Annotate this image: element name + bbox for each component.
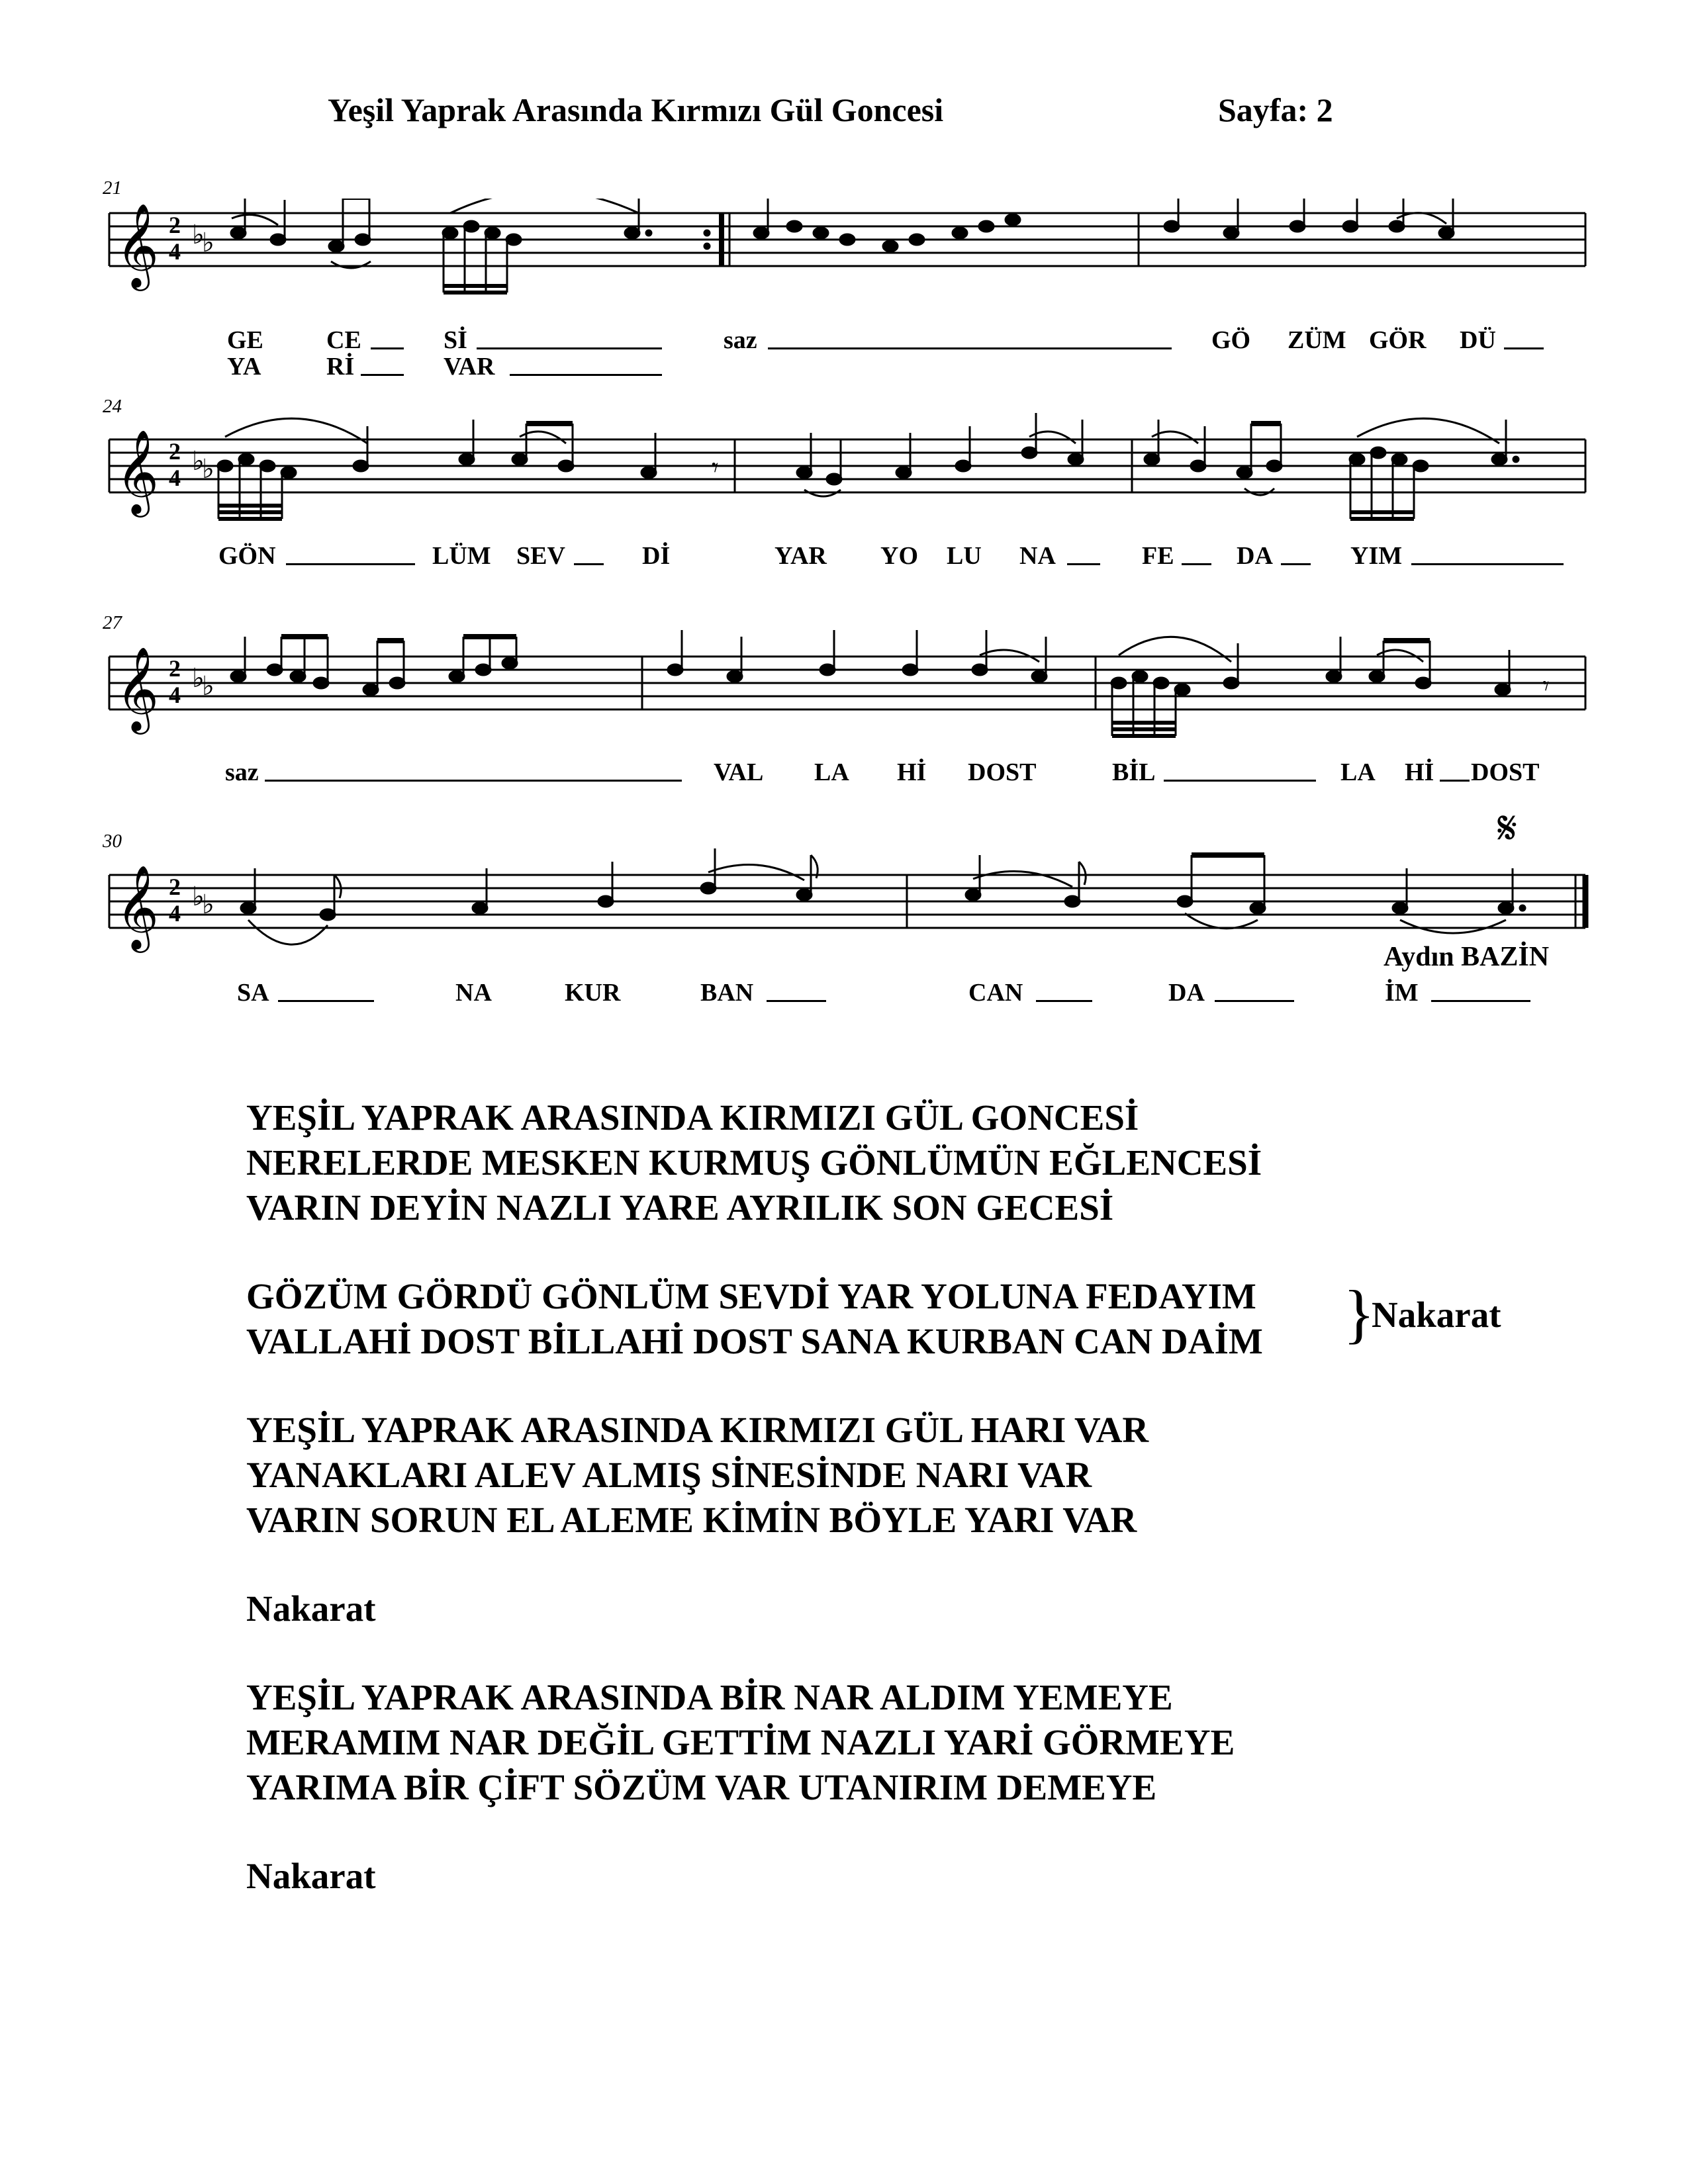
svg-text:♭: ♭ [202,889,214,919]
lyric: DÜ [1460,326,1496,354]
lyric: LÜM [432,542,491,570]
svg-text:𝄾: 𝄾 [712,453,719,482]
svg-text:𝄞: 𝄞 [116,649,160,729]
lyric: GÖR [1369,326,1427,354]
measure-number: 30 [103,831,122,852]
measure-number: 24 [103,396,122,417]
verse-line: NERELERDE MESKEN KURMUŞ GÖNLÜMÜN EĞLENCESİ [246,1142,1262,1183]
staff-system-1 [0,199,1688,344]
lyrics-text [246,1095,1504,1899]
lyric: FE [1142,542,1174,570]
lyric: YO [880,542,918,570]
lyric: Dİ [642,542,671,570]
verse-line: YEŞİL YAPRAK ARASINDA KIRMIZI GÜL HARI VAR [246,1410,1149,1450]
measure-number: 21 [103,177,122,199]
verse-line: VARIN DEYİN NAZLI YARE AYRILIK SON GECESİ [246,1187,1114,1228]
svg-text:♭: ♭ [192,663,205,693]
svg-text:2: 2 [169,655,181,682]
refrain-marker: Nakarat [246,1588,376,1629]
verse-line: YEŞİL YAPRAK ARASINDA BİR NAR ALDIM YEMEYE [246,1677,1173,1717]
lyric: LU [947,542,982,570]
svg-text:𝄞: 𝄞 [116,867,160,948]
verse-line: YEŞİL YAPRAK ARASINDA KIRMIZI GÜL GONCESİ [246,1097,1139,1138]
lyric: BİL [1112,758,1156,786]
svg-text:2: 2 [169,874,181,900]
lyric: YAR [774,542,827,570]
svg-text:2: 2 [169,438,181,465]
chorus-block [246,1274,1504,1364]
lyric: NA [1019,542,1056,570]
lyric: Hİ [1405,758,1434,786]
svg-text:4: 4 [169,682,181,708]
lyric: GE [227,326,263,354]
lyric: YIM [1350,542,1403,570]
lyric: DOST [1471,758,1540,786]
lyric: BAN [700,979,754,1007]
lyric: Rİ [326,353,355,381]
svg-text:4: 4 [169,900,181,927]
lyric: saz [225,758,259,786]
svg-text:♭: ♭ [192,220,205,250]
lyric: GÖN [218,542,276,570]
composer: Aydın BAZİN [1383,942,1550,972]
svg-text:2: 2 [169,212,181,238]
lyric: SEV [516,542,565,570]
lyric: DA [1237,542,1273,570]
lyric: LA [1340,758,1376,786]
lyric: DOST [968,758,1037,786]
page-title: Yeşil Yaprak Arasında Kırmızı Gül Goncesi [328,91,944,128]
lyric: Hİ [897,758,927,786]
verse-line: YANAKLARI ALEV ALMIŞ SİNESİNDE NARI VAR [246,1455,1092,1495]
staff-system-2 [0,410,1688,563]
lyric: ZÜM [1288,326,1346,354]
chorus-line: GÖZÜM GÖRDÜ GÖNLÜM SEVDİ YAR YOLUNA FEDAYIM [246,1276,1256,1316]
refrain-marker: Nakarat [246,1856,376,1896]
treble-clef-icon: 𝄞 [116,205,160,286]
svg-text:♭: ♭ [202,228,214,257]
svg-text:4: 4 [169,238,181,265]
lyric: LA [814,758,849,786]
measure-number: 27 [103,612,122,633]
page-number: Sayfa: 2 [1218,91,1333,128]
brace: } [1343,1277,1375,1350]
lyric: SA [237,979,269,1007]
chorus-line: VALLAHİ DOST BİLLAHİ DOST SANA KURBAN CAN DAİM [246,1321,1263,1361]
lyric: KUR [565,979,621,1007]
svg-text:♭: ♭ [192,882,205,911]
lyric: saz [724,326,757,354]
lyric: DA [1168,979,1205,1007]
svg-text:♭: ♭ [202,671,214,701]
svg-text:♭: ♭ [202,454,214,484]
lyric: VAR [444,353,495,381]
lyric: Sİ [444,326,467,354]
lyric: VAL [714,758,764,786]
lyric: GÖ [1211,326,1251,354]
lyric: CE [326,326,361,354]
svg-text:4: 4 [169,465,181,491]
chorus-label: Nakarat [1372,1295,1501,1335]
lyric: CAN [968,979,1023,1007]
verse-line: YARIMA BİR ÇİFT SÖZÜM VAR UTANIRIM DEMEYE [246,1767,1157,1807]
svg-text:𝄞: 𝄞 [116,432,160,512]
lyric: YA [227,353,261,381]
verse-line: MERAMIM NAR DEĞİL GETTİM NAZLI YARİ GÖRMEYE [246,1722,1235,1762]
segno-icon: 𝄋 [1497,801,1518,855]
lyric: İM [1385,979,1419,1007]
lyric: NA [455,979,492,1007]
verse-line: VARIN SORUN EL ALEME KİMİN BÖYLE YARI VAR [246,1500,1137,1540]
svg-text:♭: ♭ [192,446,205,476]
svg-text:𝄾: 𝄾 [1542,671,1550,701]
